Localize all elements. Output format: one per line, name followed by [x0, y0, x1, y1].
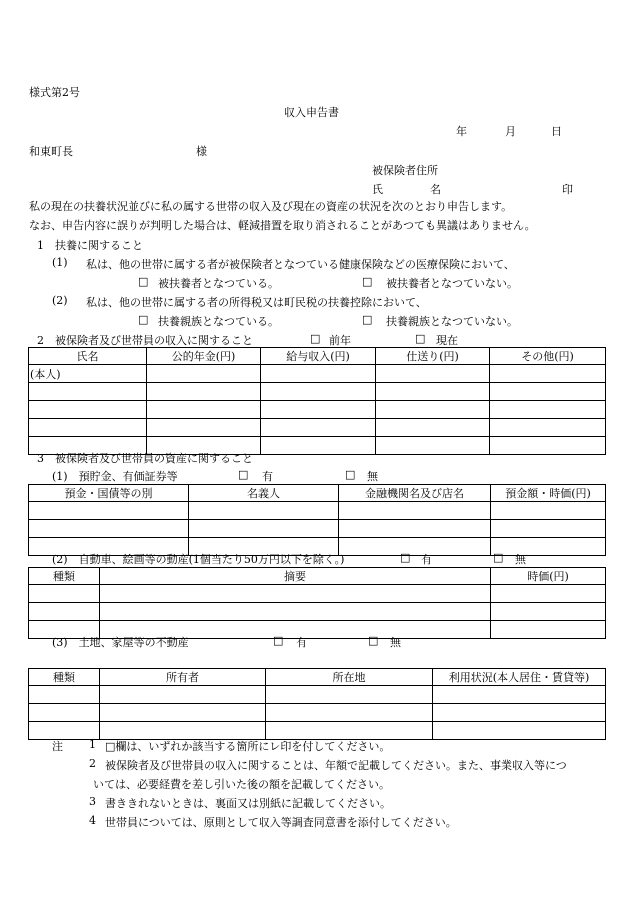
column-header: 仕送り(円) [376, 348, 490, 365]
addressee-honorific: 様 [196, 145, 207, 158]
name-label-2: 名 [430, 183, 441, 196]
checkbox-family-no[interactable]: □ [362, 313, 373, 326]
table-cell[interactable] [100, 722, 266, 740]
note-text-continued: いては、必要経費を差し引いた後の額を記載してください。 [93, 778, 390, 791]
column-header: その他(円) [490, 348, 606, 365]
section3-heading: 3 被保険者及び世帯員の資産に関すること [37, 452, 253, 465]
table-cell[interactable] [29, 722, 100, 740]
table-cell-self[interactable]: (本人) [29, 365, 147, 383]
checkbox-prior-year[interactable]: □ [310, 332, 321, 345]
checkbox-movable-no[interactable]: □ [493, 551, 504, 564]
table-cell[interactable] [339, 520, 491, 538]
section3-item1-label: (1) 預貯金、有価証券等 [52, 470, 178, 483]
income-table-header [29, 348, 606, 365]
option-dependent-no: 被扶養者となつていない。 [386, 277, 518, 290]
column-header: 種類 [29, 568, 100, 585]
table-cell[interactable] [29, 383, 147, 401]
note-text: 世帯員については、原則として収入等調査同意書を添付してください。 [105, 816, 457, 829]
income-table [28, 347, 606, 455]
table-row [29, 585, 606, 603]
table-cell[interactable] [261, 383, 376, 401]
section1-item1-number: (1) [52, 256, 68, 269]
seal-mark: 印 [562, 183, 573, 196]
table-cell[interactable] [376, 437, 490, 455]
date-day-label: 日 [551, 125, 562, 138]
table-cell[interactable] [433, 722, 606, 740]
date-month-label: 月 [505, 125, 516, 138]
option-realestate-yes: 有 [296, 636, 307, 649]
checkbox-dependent-yes[interactable]: □ [138, 275, 149, 288]
table-cell[interactable] [29, 704, 100, 722]
table-row [29, 704, 606, 722]
note-number: 4 [89, 814, 96, 827]
savings-table-header [29, 485, 606, 502]
table-cell[interactable] [376, 365, 490, 383]
table-cell[interactable] [147, 383, 261, 401]
table-cell[interactable] [376, 401, 490, 419]
name-label-1: 氏 [372, 183, 383, 196]
note-text: □欄は、いずれか該当する箇所にレ印を付してください。 [105, 740, 391, 753]
table-cell[interactable] [29, 603, 100, 621]
column-header: 氏名 [29, 348, 147, 365]
table-cell[interactable] [433, 704, 606, 722]
table-row [29, 401, 606, 419]
table-cell[interactable] [490, 383, 606, 401]
section2-heading: 2 被保険者及び世帯員の収入に関すること [37, 334, 253, 347]
form-number: 様式第2号 [29, 86, 80, 99]
table-cell[interactable] [491, 502, 606, 520]
column-header: 給与収入(円) [261, 348, 376, 365]
section1-item2-number: (2) [52, 294, 68, 307]
page-title: 収入申告書 [284, 106, 339, 119]
real-estate-table [28, 668, 606, 740]
table-cell[interactable] [29, 419, 147, 437]
option-prior-year: 前年 [329, 334, 351, 347]
note-number: 2 [89, 757, 96, 770]
table-cell[interactable] [490, 437, 606, 455]
table-row [29, 520, 606, 538]
table-cell[interactable] [147, 401, 261, 419]
column-header: 所在地 [266, 669, 433, 686]
table-cell[interactable] [491, 520, 606, 538]
table-cell[interactable] [147, 419, 261, 437]
addressee-name: 和東町長 [29, 145, 73, 158]
table-cell[interactable] [29, 520, 189, 538]
column-header: 金融機関名及び店名 [339, 485, 491, 502]
checkbox-dependent-no[interactable]: □ [362, 275, 373, 288]
intro-line-1: 私の現在の扶養状況並びに私の属する世帯の収入及び現在の資産の状況を次のとおり申告します。 [29, 200, 513, 213]
table-cell[interactable] [376, 419, 490, 437]
table-cell[interactable] [189, 502, 339, 520]
table-cell[interactable] [433, 686, 606, 704]
table-cell[interactable] [189, 520, 339, 538]
option-realestate-no: 無 [390, 636, 401, 649]
note-text: 書ききれないときは、裏面又は別紙に記載してください。 [105, 797, 391, 810]
table-cell[interactable] [491, 603, 606, 621]
column-header: 摘要 [100, 568, 491, 585]
option-movable-yes: 有 [421, 553, 432, 566]
table-cell[interactable] [29, 686, 100, 704]
table-cell[interactable] [376, 383, 490, 401]
section1-heading: 1 扶養に関すること [37, 239, 143, 252]
address-label: 被保険者住所 [372, 164, 438, 177]
table-cell[interactable] [266, 722, 433, 740]
option-movable-no: 無 [515, 553, 526, 566]
note-text: 被保険者及び世帯員の収入に関することは、年額で記載してください。また、事業収入等につ [105, 759, 567, 772]
table-row [29, 686, 606, 704]
checkbox-savings-yes[interactable]: □ [238, 468, 249, 481]
realestate-table-header [29, 669, 606, 686]
note-number: 1 [89, 738, 96, 751]
table-cell[interactable] [29, 401, 147, 419]
section3-item2-label: (2) 自動車、絵画等の動産(1個当たり50万円以下を除く。) [52, 553, 345, 566]
table-row [29, 419, 606, 437]
checkbox-family-yes[interactable]: □ [138, 313, 149, 326]
table-row [29, 365, 606, 383]
option-family-yes: 扶養親族となつている。 [158, 315, 279, 328]
movable-property-table [28, 567, 606, 639]
table-cell[interactable] [339, 502, 491, 520]
table-cell[interactable] [100, 704, 266, 722]
column-header: 時価(円) [491, 568, 606, 585]
table-cell[interactable] [261, 401, 376, 419]
table-row [29, 383, 606, 401]
table-cell[interactable] [490, 419, 606, 437]
table-cell[interactable] [491, 585, 606, 603]
table-cell[interactable] [100, 603, 491, 621]
checkbox-realestate-no[interactable]: □ [368, 634, 379, 647]
table-cell[interactable] [491, 538, 606, 556]
table-cell[interactable] [490, 401, 606, 419]
table-cell[interactable] [261, 365, 376, 383]
movable-table-header [29, 568, 606, 585]
savings-table [28, 484, 606, 556]
table-cell[interactable] [29, 585, 100, 603]
option-current: 現在 [436, 334, 458, 347]
table-cell[interactable] [261, 437, 376, 455]
option-savings-yes: 有 [262, 470, 273, 483]
table-cell[interactable] [261, 419, 376, 437]
table-row [29, 502, 606, 520]
column-header: 公的年金(円) [147, 348, 261, 365]
table-cell[interactable] [100, 585, 491, 603]
table-cell[interactable] [29, 502, 189, 520]
notes-label: 注 [52, 740, 63, 753]
checkbox-current[interactable]: □ [415, 332, 426, 345]
table-cell[interactable] [490, 365, 606, 383]
column-header: 利用状況(本人居住・賃貸等) [433, 669, 606, 686]
table-cell[interactable] [266, 704, 433, 722]
date-year-label: 年 [456, 125, 467, 138]
option-savings-no: 無 [367, 470, 378, 483]
checkbox-movable-yes[interactable]: □ [400, 551, 411, 564]
intro-line-2: なお、申告内容に誤りが判明した場合は、軽減措置を取り消されることがあつても異議はありません。 [29, 219, 536, 232]
checkbox-savings-no[interactable]: □ [345, 468, 356, 481]
section3-item3-label: (3) 土地、家屋等の不動産 [52, 636, 189, 649]
column-header: 預金額・時価(円) [491, 485, 606, 502]
checkbox-realestate-yes[interactable]: □ [273, 634, 284, 647]
column-header: 種類 [29, 669, 100, 686]
table-cell[interactable] [100, 686, 266, 704]
table-row [29, 722, 606, 740]
table-cell[interactable] [491, 621, 606, 639]
table-cell[interactable] [339, 538, 491, 556]
table-row [29, 603, 606, 621]
table-cell[interactable] [266, 686, 433, 704]
column-header: 所有者 [100, 669, 266, 686]
table-cell[interactable] [147, 365, 261, 383]
section1-item2-text: 私は、他の世帯に属する者の所得税又は町民税の扶養控除において、 [86, 296, 427, 309]
column-header: 名義人 [189, 485, 339, 502]
section1-item1-text: 私は、他の世帯に属する者が被保険者となつている健康保険などの医療保険において、 [86, 258, 515, 271]
option-dependent-yes: 被扶養者となつている。 [158, 277, 279, 290]
column-header: 預金・国債等の別 [29, 485, 189, 502]
option-family-no: 扶養親族となつていない。 [386, 315, 518, 328]
note-number: 3 [89, 795, 96, 808]
